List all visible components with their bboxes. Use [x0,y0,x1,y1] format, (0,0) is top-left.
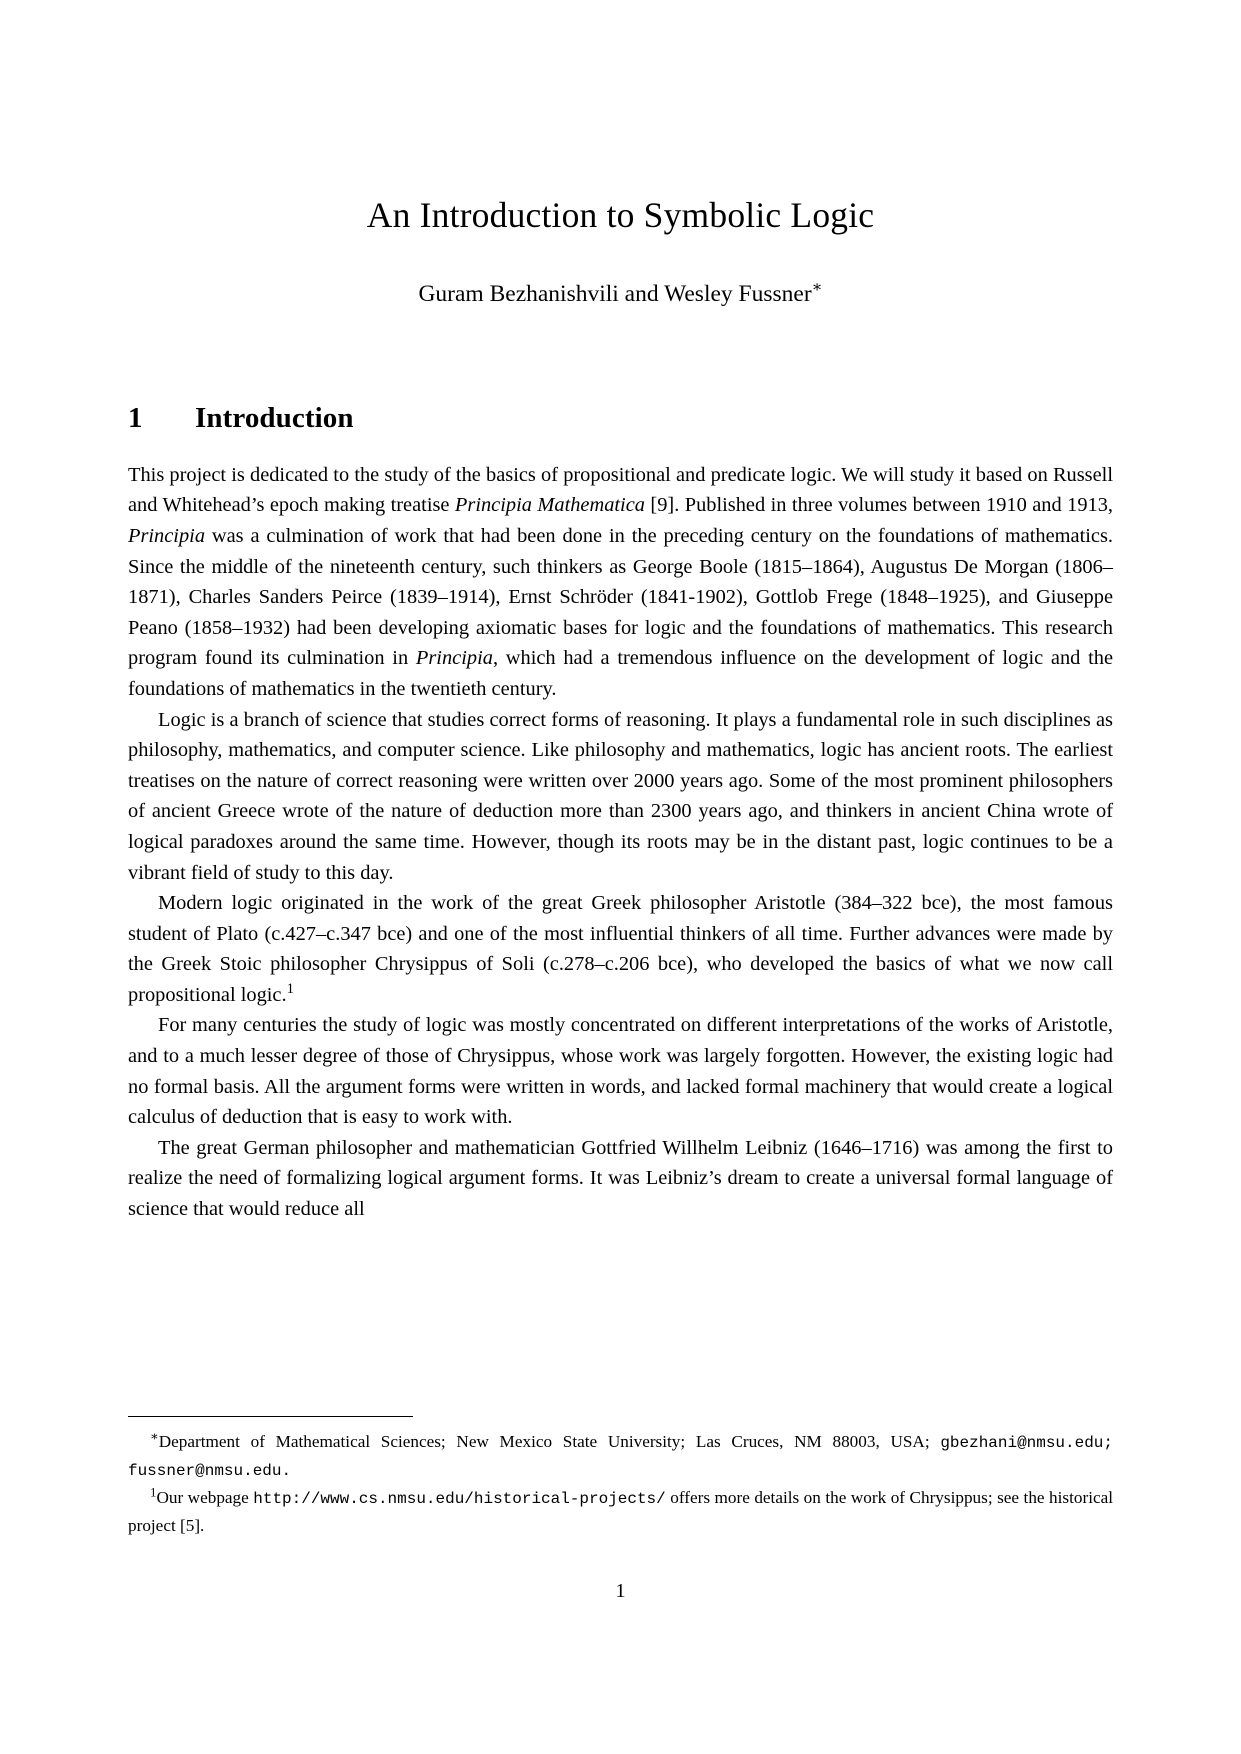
footnote-star-text: Department of Mathematical Sciences; New Mexico State University; Las Cruces, NM 88003, USA; [158,1432,941,1451]
section-heading-introduction [128,308,1113,435]
footnote-star-emails: gbezhani@nmsu.edu; fussner@nmsu.edu. [128,1434,1113,1480]
par1-text-c: was a culmination of work that had been done in the preceding century on the foundations of mathematics. Since the middle of the nineteenth century, such thinkers as George Boole (1815–1864), Augustus De Morgan (1806–1871), Charles Sanders Peirce (1839–1914), Ernst Schröder (1841-1902), Gottlob Frege (1848–1925), and Giuseppe Peano (1858–1932) had been developing axiomatic bases for logic and the foundations of mathematics. This research program found its culmination in [128,524,1113,670]
par1-text-b: [9]. Published in three volumes between 1910 and 1913, [644,494,1114,517]
section-title: Introduction [195,401,354,434]
section-number: 1 [128,401,143,434]
footnote-star [128,1429,1113,1484]
footnote-star-marker: ∗ [150,1429,159,1444]
paragraph-1 [128,460,1113,705]
footnote-one-text-after: offers more details on the work of Chrysippus; see the historical project [5]. [128,1488,1113,1535]
footnote-separator-rule [128,1416,413,1417]
par1-text-d: , which had a tremendous influence on the development of logic and the foundations of mathematics in the twentieth century. [128,647,1114,700]
footnote-one-text-before: Our webpage [156,1488,254,1507]
footnote-marker-1: 1 [286,981,294,998]
par1-italic-principia-1: Principia [128,524,206,547]
author-line [128,235,1113,308]
footnote-one-marker: 1 [150,1485,157,1500]
footnote-one [128,1485,1113,1539]
par1-italic-principia-mathematica: Principia Mathematica [454,494,645,517]
author-footnote-marker: ∗ [811,279,823,297]
footnote-area [128,1416,1113,1539]
par1-italic-principia-2: Principia [415,647,493,670]
par3-text: Modern logic originated in the work of the great Greek philosopher Aristotle (384–322 bce), the most famous student of Plato (c.427–c.347 bce) and one of the most influential thinkers of all time. Further advances were made by the Greek Stoic philosopher Chrysippus of Soli (c.278–c.206 bce), who developed the basics of what we now call propositional logic. [128,892,1113,1006]
paragraph-4: For many centuries the study of logic was mostly concentrated on different interpretations of the works of Aristotle, and to a much lesser degree of those of Chrysippus, whose work was largely forgotten. However, the existing logic had no formal basis. All the argument forms were written in words, and lacked formal machinery that would create a logical calculus of deduction that is easy to work with. [128,1014,1113,1129]
page-title: An Introduction to Symbolic Logic [366,195,875,235]
author-names: Guram Bezhanishvili and Wesley Fussner [418,281,812,308]
paragraph-2: Logic is a branch of science that studies correct forms of reasoning. It plays a fundamental role in such disciplines as philosophy, mathematics, and computer science. Like philosophy and mathematics, logic has ancient roots. The earliest treatises on the nature of correct reasoning were written over 2000 years ago. Some of the most prominent philosophers of ancient Greece wrote of the nature of deduction more than 2300 years ago, and thinkers in ancient China wrote of logical paradoxes around the same time. However, though its roots may be in the distant past, logic continues to be a vibrant field of study to this day. [128,708,1113,884]
page-number: 1 [615,1580,626,1602]
paragraph-5: The great German philosopher and mathematician Gottfried Willhelm Leibniz (1646–1716) was among the first to realize the need of formalizing logical argument forms. It was Leibniz’s dream to create a universal formal language of science that would reduce all [128,1136,1113,1221]
footnote-one-url[interactable]: http://www.cs.nmsu.edu/historical-projects/ [253,1490,666,1508]
page-content [128,0,1113,1225]
paragraph-3 [128,888,1113,1010]
par1-text-a: This project is dedicated to the study of the basics of propositional and predicate logic. We will study it based on Russell and Whitehead’s epoch making treatise [128,463,1113,517]
